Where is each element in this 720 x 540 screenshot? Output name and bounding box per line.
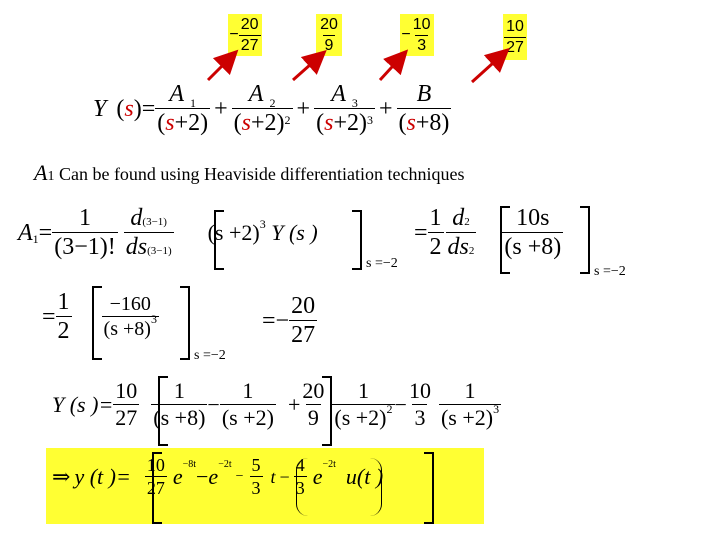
denominator: (s +2) bbox=[221, 405, 274, 430]
evaluation-point-2: s =−2 bbox=[594, 264, 626, 279]
denominator-term: +2) bbox=[174, 110, 209, 136]
denominator: 27 bbox=[291, 322, 316, 348]
numerator: 4 bbox=[295, 455, 305, 475]
symbol-B: B bbox=[416, 81, 432, 107]
numerator: 1 bbox=[357, 378, 369, 403]
symbol-A: A bbox=[331, 81, 346, 107]
numerator: 1 bbox=[57, 289, 70, 315]
denominator: (3−1)! bbox=[54, 234, 116, 260]
bracket-right-3 bbox=[180, 286, 190, 360]
equals: = bbox=[42, 303, 56, 330]
bracket-left-final bbox=[152, 452, 162, 524]
coefficient-denominator: 9 bbox=[324, 36, 334, 54]
coefficient-denominator: 3 bbox=[417, 36, 427, 54]
numerator: 1 bbox=[429, 205, 442, 231]
partial-fraction-equation bbox=[93, 82, 451, 135]
numerator: 10 bbox=[115, 378, 138, 403]
minus: − bbox=[196, 463, 209, 489]
bracket-left-4 bbox=[158, 376, 168, 446]
exponent: 3 bbox=[493, 402, 500, 416]
coefficient-denominator: 27 bbox=[506, 38, 524, 56]
paren: ) bbox=[133, 95, 142, 122]
half bbox=[428, 206, 444, 259]
coef-1 bbox=[113, 380, 139, 429]
denominator-term: +2) bbox=[333, 110, 367, 136]
symbol-Y: Y bbox=[93, 95, 107, 122]
denominator-term: +8) bbox=[415, 110, 450, 136]
coefficient-numerator: 10 bbox=[506, 17, 524, 35]
term-a3: $\frac{A _3}{(s+2)^3}$ bbox=[316, 81, 373, 136]
subscript: 1 bbox=[32, 231, 39, 246]
denominator: 3 bbox=[295, 478, 305, 498]
exponent: −2t bbox=[218, 458, 232, 470]
numerator: 1 bbox=[173, 378, 185, 403]
numerator: 1 bbox=[242, 378, 254, 403]
order: 2 bbox=[468, 245, 475, 257]
symbol-A: A bbox=[18, 219, 33, 246]
bracket-left-2 bbox=[500, 206, 510, 274]
denominator: 2 bbox=[429, 234, 442, 260]
bracket-left-3 bbox=[92, 286, 102, 360]
caption bbox=[34, 160, 465, 186]
subscript: 1 bbox=[190, 96, 197, 110]
bracket-right-1 bbox=[352, 210, 362, 270]
minus: − bbox=[279, 466, 290, 487]
evaluation-point-3: s =−2 bbox=[194, 348, 226, 363]
step1-equation bbox=[18, 206, 318, 259]
variable-s: s bbox=[241, 110, 252, 136]
inner-fraction bbox=[502, 206, 563, 259]
bracket-right-final bbox=[424, 452, 434, 524]
bracket-content-1 bbox=[207, 216, 318, 245]
numerator: 20 bbox=[291, 293, 316, 319]
arrow-icon bbox=[293, 56, 320, 80]
coef-3 bbox=[407, 380, 433, 429]
step3-equation bbox=[52, 380, 501, 429]
d: d bbox=[452, 205, 465, 231]
equals: = bbox=[38, 219, 53, 246]
caption-text: Can be found using Heaviside differentiation techniques bbox=[54, 164, 465, 184]
caption-symbol: A bbox=[34, 160, 48, 185]
order: (3−1) bbox=[147, 245, 172, 257]
variable-s: s bbox=[406, 110, 416, 136]
term-a2: $\frac{A _2}{(s+2)^2}$ bbox=[233, 81, 291, 136]
denominator: (s +8) bbox=[504, 234, 562, 260]
denominator: (s +8) bbox=[103, 318, 151, 340]
equals: = bbox=[414, 219, 428, 246]
term-3 bbox=[332, 380, 394, 429]
numerator: 20 bbox=[302, 378, 325, 403]
exponent: 3 bbox=[150, 312, 157, 326]
Ys: Y (s ) bbox=[271, 219, 318, 245]
variable-s: s bbox=[124, 95, 134, 122]
exponent: −8t bbox=[182, 458, 196, 470]
equals-minus: =− bbox=[262, 307, 290, 334]
subscript: 2 bbox=[269, 96, 276, 110]
order: (3−1) bbox=[142, 216, 167, 228]
exponent: 2 bbox=[386, 402, 393, 416]
exponent: 2 bbox=[284, 113, 291, 127]
coefficient-sign: − bbox=[401, 26, 411, 43]
numerator: 10 bbox=[146, 455, 165, 475]
plus: + bbox=[378, 95, 393, 122]
factorial-fraction bbox=[52, 206, 118, 259]
plus: + bbox=[296, 95, 311, 122]
order: 2 bbox=[464, 216, 470, 228]
minus: − bbox=[207, 391, 220, 417]
derivative-operator-2 bbox=[446, 206, 477, 259]
denominator: 3 bbox=[251, 478, 261, 498]
numerator: −160 bbox=[109, 293, 151, 315]
half bbox=[56, 290, 72, 343]
denominator: 27 bbox=[146, 478, 165, 498]
coefficient-sign: − bbox=[229, 26, 239, 43]
derivative-operator bbox=[124, 206, 174, 259]
denominator-term: +2) bbox=[251, 110, 285, 136]
coefficient-numerator: 10 bbox=[412, 15, 431, 33]
d: d bbox=[130, 205, 143, 231]
yt: y (t )= bbox=[74, 463, 131, 489]
bracket-right-4 bbox=[322, 376, 332, 446]
inner-term: (s +2) bbox=[207, 219, 260, 245]
subscript: 3 bbox=[351, 96, 358, 110]
ds: ds bbox=[447, 234, 469, 260]
plus: + bbox=[214, 95, 228, 122]
coefficient-numerator: 20 bbox=[240, 15, 259, 33]
denominator: 3 bbox=[414, 405, 426, 430]
minus: − bbox=[235, 468, 244, 484]
variable-s: s bbox=[324, 110, 334, 136]
denominator: (s +2) bbox=[440, 405, 494, 430]
result-fraction bbox=[289, 294, 317, 347]
arrow-icon bbox=[208, 56, 232, 80]
denominator: 9 bbox=[307, 405, 319, 430]
exp-e: e bbox=[208, 463, 219, 489]
caption-subscript: 1 bbox=[47, 169, 55, 184]
term-2 bbox=[220, 380, 276, 429]
paren: ( bbox=[116, 95, 125, 122]
evaluation-point-1: s =−2 bbox=[366, 256, 398, 271]
exp-e: e bbox=[172, 463, 183, 489]
exponent: −2t bbox=[322, 458, 336, 470]
ut: u(t ) bbox=[345, 463, 384, 489]
inner-fraction bbox=[102, 294, 159, 339]
exponent: 3 bbox=[259, 216, 266, 231]
term-b: $\frac{B}{(s+8)}$ bbox=[398, 81, 450, 136]
denominator: 27 bbox=[115, 405, 138, 430]
numerator: 10s bbox=[516, 205, 550, 231]
Ys: Y (s )= bbox=[52, 391, 114, 417]
coefficient-numerator: 20 bbox=[320, 15, 338, 33]
term-4 bbox=[439, 380, 501, 429]
denominator: 2 bbox=[57, 318, 70, 344]
frac-5-3 bbox=[250, 456, 263, 497]
symbol-A: A bbox=[169, 81, 185, 107]
step1-equation-b bbox=[414, 206, 563, 259]
variable-s: s bbox=[165, 110, 175, 136]
exp-e: e bbox=[312, 463, 323, 489]
denominator: (s +8) bbox=[153, 405, 206, 430]
ds: ds bbox=[125, 234, 148, 260]
symbol-A: A bbox=[248, 81, 264, 107]
plus: + bbox=[287, 391, 301, 417]
equals: = bbox=[141, 95, 156, 122]
paren-group bbox=[295, 455, 382, 516]
term-a1: $\frac{A _1}{(s+2)}$ bbox=[157, 81, 209, 136]
step2-result bbox=[262, 294, 317, 347]
arrow-icon bbox=[472, 54, 503, 82]
minus: − bbox=[394, 391, 407, 417]
numerator: 10 bbox=[408, 378, 431, 403]
bracket-right-2 bbox=[580, 206, 590, 274]
denominator: (s +2) bbox=[334, 405, 387, 430]
t: t bbox=[270, 466, 276, 487]
bracket-left-1 bbox=[214, 210, 224, 270]
implies-icon: ⇒ bbox=[52, 463, 71, 489]
numerator: 1 bbox=[464, 378, 476, 403]
arrow-icon bbox=[380, 56, 402, 80]
numerator: 1 bbox=[78, 205, 91, 231]
numerator: 5 bbox=[251, 455, 261, 475]
exponent: 3 bbox=[366, 113, 373, 127]
coefficient-denominator: 27 bbox=[240, 36, 259, 54]
